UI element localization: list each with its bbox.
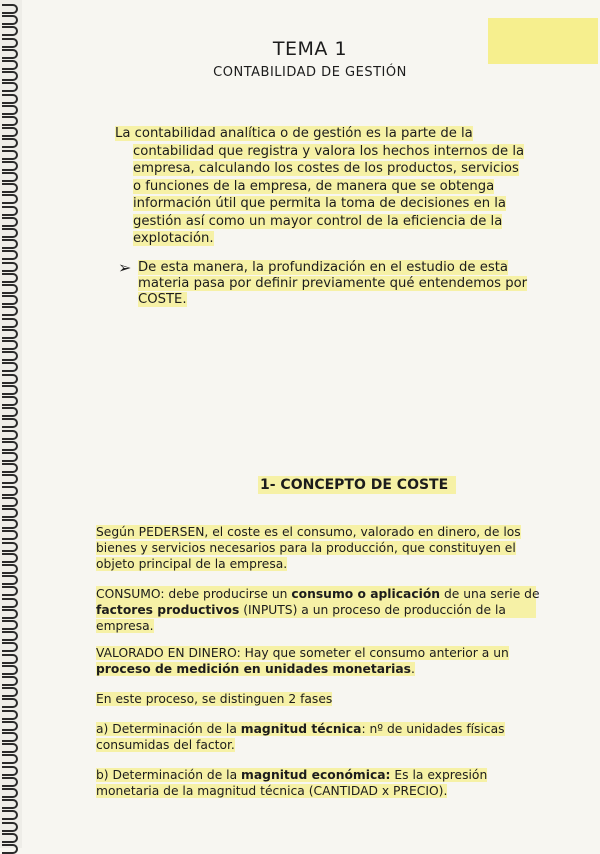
spiral-coil <box>2 295 18 305</box>
intro-paragraph <box>115 125 543 248</box>
spiral-coil <box>2 71 18 81</box>
spiral-coil <box>2 250 18 260</box>
spiral-coil <box>2 598 18 608</box>
spiral-coil <box>2 687 18 697</box>
spiral-coil <box>2 732 18 742</box>
spiral-coil <box>2 340 18 350</box>
spiral-coil <box>2 833 18 843</box>
fase-b-paragraph <box>96 767 536 799</box>
spiral-coil <box>2 486 18 496</box>
bullet-line: materia pasa por definir previamente qué entendemos por <box>138 276 528 291</box>
spiral-coil <box>2 418 18 428</box>
spiral-coil <box>2 822 18 832</box>
definition-line: objeto principal de la empresa. <box>96 557 288 571</box>
spiral-coil <box>2 642 18 652</box>
spiral-coil <box>2 407 18 417</box>
spiral-coil <box>2 329 18 339</box>
spiral-coil <box>2 799 18 809</box>
spiral-coil <box>2 26 18 36</box>
spiral-coil <box>2 542 18 552</box>
consumo-line: factores productivos (INPUTS) a un proceso de producción de la <box>96 602 536 618</box>
spiral-coil <box>2 306 18 316</box>
spiral-coil <box>2 710 18 720</box>
page-title: TEMA 1 <box>272 38 348 60</box>
spiral-coil <box>2 430 18 440</box>
spiral-coil <box>2 508 18 518</box>
spiral-coil <box>2 452 18 462</box>
spiral-coil <box>2 228 18 238</box>
spiral-coil <box>2 105 18 115</box>
spiral-coil <box>2 116 18 126</box>
spiral-coil <box>2 60 18 70</box>
spiral-coil <box>2 396 18 406</box>
intro-line: gestión así como un mayor control de la eficiencia de la <box>133 213 503 229</box>
intro-line: empresa, calculando los costes de los productos, servicios <box>133 161 519 176</box>
spiral-coil <box>2 239 18 249</box>
intro-line: contabilidad que registra y valora los hechos internos de la <box>133 143 525 159</box>
spiral-coil <box>2 351 18 361</box>
spiral-coil <box>2 284 18 294</box>
intro-line: información útil que permita la toma de decisiones en la <box>133 196 507 211</box>
spiral-coil <box>2 766 18 776</box>
spiral-coil <box>2 777 18 787</box>
arrow-bullet-icon: ➢ <box>118 258 132 277</box>
spiral-coil <box>2 810 18 820</box>
spiral-coil <box>2 609 18 619</box>
spiral-coil <box>2 15 18 25</box>
spiral-coil <box>2 194 18 204</box>
bullet-paragraph <box>138 260 548 308</box>
bullet-line: COSTE. <box>138 292 187 307</box>
spiral-coil <box>2 586 18 596</box>
spiral-coil <box>2 172 18 182</box>
spiral-coil <box>2 698 18 708</box>
spiral-coil <box>2 138 18 148</box>
definition-line: Según PEDERSEN, el coste es el consumo, valorado en dinero, de los <box>96 525 521 539</box>
valorado-line: proceso de medición en unidades monetarias. <box>96 662 415 676</box>
spiral-coil <box>2 362 18 372</box>
spiral-coil <box>2 183 18 193</box>
definition-line: bienes y servicios necesarios para la producción, que constituyen el <box>96 541 516 555</box>
spiral-coil <box>2 463 18 473</box>
valorado-line: VALORADO EN DINERO: Hay que someter el consumo anterior a un <box>96 646 509 660</box>
spiral-coil <box>2 844 18 854</box>
fase-b-line: monetaria de la magnitud técnica (CANTIDAD x PRECIO). <box>96 784 448 798</box>
spiral-coil <box>2 273 18 283</box>
spiral-coil <box>2 206 18 216</box>
intro-line: explotación. <box>133 231 214 246</box>
spiral-coil <box>2 474 18 484</box>
spiral-coil <box>2 530 18 540</box>
spiral-coil <box>2 788 18 798</box>
fase-a-line: a) Determinación de la magnitud técnica: nº de unidades físicas <box>96 722 505 736</box>
fases-intro-line: En este proceso, se distinguen 2 fases <box>96 692 333 706</box>
spiral-coil <box>2 631 18 641</box>
spiral-coil <box>2 665 18 675</box>
page-subtitle: CONTABILIDAD DE GESTIÓN <box>213 65 407 80</box>
spiral-coil <box>2 754 18 764</box>
consumo-line: empresa. <box>96 619 154 633</box>
spiral-coil <box>2 575 18 585</box>
spiral-coil <box>2 564 18 574</box>
spiral-coil <box>2 49 18 59</box>
spiral-coil <box>2 318 18 328</box>
spiral-coil <box>2 676 18 686</box>
fase-a-paragraph <box>96 721 536 753</box>
section-heading: 1- CONCEPTO DE COSTE <box>258 476 456 494</box>
spiral-coil <box>2 82 18 92</box>
spiral-coil <box>2 654 18 664</box>
intro-line: o funciones de la empresa, de manera que se obtenga <box>133 178 495 194</box>
sticky-note <box>488 18 598 64</box>
spiral-coil <box>2 497 18 507</box>
spiral-coil <box>2 94 18 104</box>
spiral-coil <box>2 519 18 529</box>
consumo-paragraph <box>96 586 540 634</box>
spiral-coil <box>2 721 18 731</box>
spiral-coil <box>2 127 18 137</box>
spiral-coil <box>2 743 18 753</box>
fases-intro <box>96 691 536 707</box>
spiral-coil <box>2 262 18 272</box>
fase-a-line: consumidas del factor. <box>96 738 235 752</box>
spiral-coil <box>2 150 18 160</box>
spiral-coil <box>2 217 18 227</box>
spiral-coil <box>2 441 18 451</box>
spiral-coil <box>2 374 18 384</box>
spiral-coil <box>2 161 18 171</box>
bullet-line: De esta manera, la profundización en el estudio de esta <box>138 260 508 275</box>
spiral-binding <box>0 0 22 848</box>
spiral-coil <box>2 385 18 395</box>
consumo-line: CONSUMO: debe producirse un consumo o aplicación de una serie de <box>96 587 540 601</box>
spiral-coil <box>2 38 18 48</box>
spiral-coil <box>2 553 18 563</box>
definition-paragraph <box>96 524 536 572</box>
fase-b-line: b) Determinación de la magnitud económica: Es la expresión <box>96 768 488 782</box>
spiral-coil <box>2 620 18 630</box>
intro-line: La contabilidad analítica o de gestión es la parte de la <box>115 126 473 141</box>
spiral-coil <box>2 4 18 14</box>
valorado-paragraph <box>96 645 536 677</box>
